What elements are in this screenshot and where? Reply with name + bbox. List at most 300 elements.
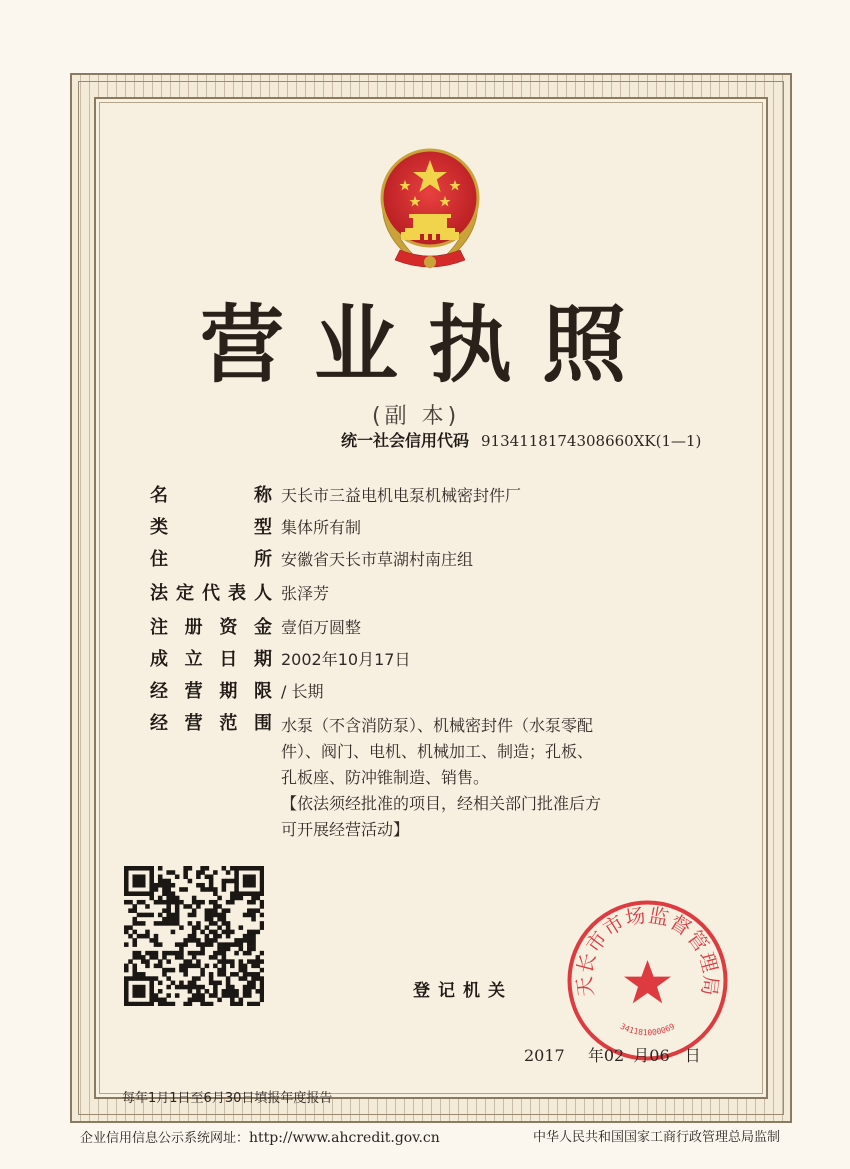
qr-module (145, 891, 150, 896)
qr-module (243, 934, 248, 939)
qr-module (137, 976, 142, 981)
qr-module (213, 985, 218, 990)
qr-module (171, 891, 176, 896)
qr-module (162, 879, 167, 884)
qr-module (209, 921, 214, 926)
qr-module (247, 883, 252, 888)
qr-module (234, 938, 239, 943)
qr-module (132, 942, 137, 947)
credit-code-value: 9134118174308660XK(1—1) (481, 432, 702, 450)
qr-module (166, 917, 171, 922)
qr-module (162, 917, 167, 922)
qr-module (192, 908, 197, 913)
qr-module (145, 913, 150, 918)
qr-module (230, 993, 235, 998)
qr-module (251, 976, 256, 981)
qr-module (217, 917, 222, 922)
qr-module (137, 913, 142, 918)
qr-module (149, 989, 154, 994)
qr-module (145, 904, 150, 909)
qr-module (171, 883, 176, 888)
qr-module (217, 998, 222, 1003)
qr-module (234, 874, 239, 879)
qr-module (251, 938, 256, 943)
qr-module (230, 900, 235, 905)
qr-module (213, 870, 218, 875)
qr-module (166, 921, 171, 926)
qr-module (247, 934, 252, 939)
qr-module (209, 972, 214, 977)
qr-module (166, 908, 171, 913)
qr-module (171, 930, 176, 935)
qr-module (251, 942, 256, 947)
qr-module (128, 976, 133, 981)
qr-module (175, 955, 180, 960)
qr-module (124, 887, 129, 892)
qr-module (243, 883, 248, 888)
qr-module (162, 951, 167, 956)
qr-module (256, 989, 261, 994)
qr-module (158, 998, 163, 1003)
qr-module (243, 989, 248, 994)
qr-module (141, 866, 146, 871)
qr-module (149, 866, 154, 871)
national-emblem-icon (365, 130, 495, 280)
qr-module (222, 879, 227, 884)
qr-module (149, 913, 154, 918)
qr-module (166, 993, 171, 998)
qr-module (149, 998, 154, 1003)
qr-module (179, 887, 184, 892)
qr-module (132, 883, 137, 888)
qr-module (222, 955, 227, 960)
qr-module (166, 904, 171, 909)
qr-module (222, 942, 227, 947)
qr-module (239, 925, 244, 930)
qr-module (251, 947, 256, 952)
qr-module (128, 925, 133, 930)
qr-module (128, 934, 133, 939)
qr-module (226, 947, 231, 952)
qr-module (200, 947, 205, 952)
qr-module (137, 1002, 142, 1006)
qr-module (145, 951, 150, 956)
qr-module (251, 896, 256, 901)
qr-module (145, 934, 150, 939)
qr-module (226, 985, 231, 990)
qr-module (226, 934, 231, 939)
qr-module (239, 947, 244, 952)
qr-module (183, 942, 188, 947)
qr-module (200, 866, 205, 871)
qr-module (247, 959, 252, 964)
qr-module (256, 930, 261, 935)
qr-module (124, 981, 129, 986)
qr-module (149, 951, 154, 956)
qr-module (239, 1002, 244, 1006)
qr-module (209, 917, 214, 922)
footer-website (80, 1127, 440, 1149)
qr-module (251, 891, 256, 896)
qr-module (158, 981, 163, 986)
qr-module (171, 900, 176, 905)
qr-module (188, 981, 193, 986)
qr-module (141, 874, 146, 879)
qr-module (141, 879, 146, 884)
qr-module (175, 874, 180, 879)
qr-module (196, 900, 201, 905)
qr-module (179, 981, 184, 986)
qr-module (188, 879, 193, 884)
qr-module (128, 1002, 133, 1006)
qr-module (166, 976, 171, 981)
qr-module (209, 1002, 214, 1006)
qr-module (137, 874, 142, 879)
qr-module (137, 951, 142, 956)
qr-module (166, 968, 171, 973)
qr-module (162, 908, 167, 913)
qr-module (141, 993, 146, 998)
qr-module (260, 981, 264, 986)
qr-module (234, 972, 239, 977)
qr-module (256, 972, 261, 977)
registration-date (524, 1043, 701, 1069)
qr-module (226, 976, 231, 981)
qr-module (124, 891, 129, 896)
qr-module (154, 951, 159, 956)
footer-supervisor: 中华人民共和国国家工商行政管理总局监制 (533, 1130, 781, 1145)
qr-module (260, 951, 264, 956)
qr-module (239, 896, 244, 901)
qr-module (234, 870, 239, 875)
field-value: 集体所有制 (281, 518, 362, 537)
qr-module (166, 951, 171, 956)
date-year-suffix: 年 (587, 1046, 604, 1065)
field-label: 类型 (150, 517, 272, 538)
qr-module (124, 870, 129, 875)
qr-module (217, 947, 222, 952)
qr-module (166, 887, 171, 892)
qr-module (158, 921, 163, 926)
qr-module (213, 930, 218, 935)
qr-module (137, 985, 142, 990)
qr-module (209, 900, 214, 905)
qr-module (154, 887, 159, 892)
qr-module (171, 968, 176, 973)
qr-module (234, 866, 239, 871)
qr-module (200, 887, 205, 892)
qr-module (166, 900, 171, 905)
qr-module (196, 921, 201, 926)
qr-module (145, 930, 150, 935)
qr-module (132, 938, 137, 943)
qr-module (149, 981, 154, 986)
svg-text:天长市市场监督管理局: 天长市市场监督管理局 (571, 902, 724, 999)
qr-module (137, 972, 142, 977)
qr-module (132, 955, 137, 960)
qr-module (149, 883, 154, 888)
qr-module (149, 1002, 154, 1006)
qr-module (247, 951, 252, 956)
qr-module (256, 908, 261, 913)
qr-module (128, 900, 133, 905)
qr-module (196, 904, 201, 909)
qr-module (251, 985, 256, 990)
qr-module (260, 870, 264, 875)
qr-module (175, 921, 180, 926)
qr-module (247, 972, 252, 977)
qr-module (205, 908, 210, 913)
qr-module (209, 976, 214, 981)
qr-module (158, 883, 163, 888)
qr-module (247, 1002, 252, 1006)
qr-module (154, 900, 159, 905)
qr-module (166, 891, 171, 896)
qr-module (251, 913, 256, 918)
qr-module (162, 900, 167, 905)
document-title: 营业执照 (200, 295, 657, 394)
qr-module (124, 968, 129, 973)
qr-module (260, 866, 264, 871)
qr-module (188, 938, 193, 943)
qr-module (158, 1002, 163, 1006)
qr-module (226, 981, 231, 986)
qr-module (145, 959, 150, 964)
qr-module (175, 904, 180, 909)
qr-module (128, 908, 133, 913)
qr-module (124, 998, 129, 1003)
qr-module (154, 942, 159, 947)
qr-module (124, 874, 129, 879)
qr-module (230, 959, 235, 964)
qr-module (158, 866, 163, 871)
qr-module (222, 917, 227, 922)
qr-module (247, 879, 252, 884)
qr-module (200, 883, 205, 888)
qr-module (188, 951, 193, 956)
qr-module (162, 968, 167, 973)
qr-module (251, 981, 256, 986)
qr-module (183, 985, 188, 990)
qr-module (188, 1002, 193, 1006)
qr-module (230, 985, 235, 990)
qr-module (132, 976, 137, 981)
qr-module (132, 989, 137, 994)
qr-module (200, 942, 205, 947)
qr-module (196, 959, 201, 964)
qr-module (141, 985, 146, 990)
qr-module (251, 934, 256, 939)
qr-module (171, 1002, 176, 1006)
qr-module (243, 964, 248, 969)
qr-module (145, 976, 150, 981)
qr-module (230, 972, 235, 977)
qr-module (124, 976, 129, 981)
qr-module (209, 955, 214, 960)
qr-module (243, 968, 248, 973)
qr-module (175, 900, 180, 905)
qr-module (154, 883, 159, 888)
qr-module (137, 866, 142, 871)
qr-module (222, 883, 227, 888)
qr-module (192, 913, 197, 918)
footer-website-url: http://www.ahcredit.gov.cn (249, 1130, 440, 1146)
qr-module (149, 993, 154, 998)
qr-module (158, 913, 163, 918)
qr-module (141, 891, 146, 896)
qr-module (128, 866, 133, 871)
qr-module (256, 1002, 261, 1006)
qr-module (234, 879, 239, 884)
qr-module (251, 964, 256, 969)
qr-module (247, 938, 252, 943)
qr-module (141, 900, 146, 905)
qr-module (149, 879, 154, 884)
qr-module (217, 981, 222, 986)
qr-module (141, 989, 146, 994)
qr-module (192, 993, 197, 998)
qr-module (158, 896, 163, 901)
qr-module (124, 930, 129, 935)
qr-module (230, 964, 235, 969)
qr-module (205, 866, 210, 871)
copy-label: (副 本) (372, 404, 461, 429)
qr-module (251, 874, 256, 879)
qr-module (124, 989, 129, 994)
qr-module (196, 993, 201, 998)
qr-module (243, 866, 248, 871)
qr-module (149, 891, 154, 896)
qr-module (192, 998, 197, 1003)
qr-module (243, 879, 248, 884)
qr-module (141, 1002, 146, 1006)
field-value: / 长期 (281, 682, 324, 701)
qr-module (234, 989, 239, 994)
qr-module (217, 951, 222, 956)
qr-module (132, 921, 137, 926)
qr-module (154, 998, 159, 1003)
qr-module (260, 989, 264, 994)
qr-module (230, 930, 235, 935)
business-scope-text (281, 713, 701, 843)
qr-module (234, 887, 239, 892)
qr-module (217, 934, 222, 939)
qr-module (188, 964, 193, 969)
qr-module (234, 1002, 239, 1006)
field-value: 2002年10月17日 (281, 650, 411, 669)
qr-module (132, 866, 137, 871)
qr-module (260, 925, 264, 930)
qr-module (141, 921, 146, 926)
qr-module (200, 900, 205, 905)
official-seal-icon (565, 898, 730, 1063)
qr-module (213, 951, 218, 956)
date-day: 06 (649, 1046, 670, 1065)
qr-module (154, 993, 159, 998)
qr-module (222, 951, 227, 956)
qr-module (171, 981, 176, 986)
qr-module (149, 896, 154, 901)
qr-module (226, 908, 231, 913)
qr-module (162, 972, 167, 977)
qr-module (141, 955, 146, 960)
qr-module (251, 959, 256, 964)
qr-module (196, 883, 201, 888)
qr-module (158, 874, 163, 879)
field-label: 成立日期 (150, 649, 272, 670)
qr-module (213, 993, 218, 998)
qr-module (256, 896, 261, 901)
qr-module (209, 930, 214, 935)
qr-module (141, 959, 146, 964)
qr-module (226, 993, 231, 998)
qr-module (226, 930, 231, 935)
qr-module (222, 866, 227, 871)
qr-module (132, 930, 137, 935)
qr-module (166, 985, 171, 990)
qr-module (260, 900, 264, 905)
qr-module (154, 964, 159, 969)
qr-module (213, 981, 218, 986)
date-month-suffix: 月 (633, 1046, 650, 1065)
qr-module (243, 985, 248, 990)
qr-module (175, 917, 180, 922)
qr-module (217, 968, 222, 973)
svg-text:341181000069: 341181000069 (618, 1021, 677, 1038)
qr-module (260, 976, 264, 981)
qr-module (230, 989, 235, 994)
qr-module (145, 964, 150, 969)
qr-module (217, 959, 222, 964)
qr-module (226, 959, 231, 964)
qr-module (209, 879, 214, 884)
qr-module (166, 896, 171, 901)
qr-module (205, 1002, 210, 1006)
qr-module (132, 964, 137, 969)
field-value: 张泽芳 (281, 584, 330, 603)
qr-module (158, 964, 163, 969)
qr-module (154, 934, 159, 939)
qr-module (192, 938, 197, 943)
qr-module (247, 985, 252, 990)
qr-module (183, 938, 188, 943)
qr-module (256, 976, 261, 981)
qr-module (196, 985, 201, 990)
qr-module (260, 891, 264, 896)
qr-module (247, 930, 252, 935)
qr-module (179, 942, 184, 947)
qr-module (132, 891, 137, 896)
qr-module (222, 972, 227, 977)
qr-module (222, 964, 227, 969)
qr-module (183, 904, 188, 909)
qr-module (213, 938, 218, 943)
qr-module (260, 904, 264, 909)
qr-module (209, 883, 214, 888)
qr-module (243, 951, 248, 956)
qr-module (179, 925, 184, 930)
qr-module (251, 930, 256, 935)
qr-module (149, 870, 154, 875)
qr-module (132, 917, 137, 922)
qr-module (166, 870, 171, 875)
qr-module (154, 976, 159, 981)
qr-module (132, 972, 137, 977)
qr-module (171, 913, 176, 918)
qr-module (137, 989, 142, 994)
qr-module (124, 993, 129, 998)
qr-module (188, 998, 193, 1003)
